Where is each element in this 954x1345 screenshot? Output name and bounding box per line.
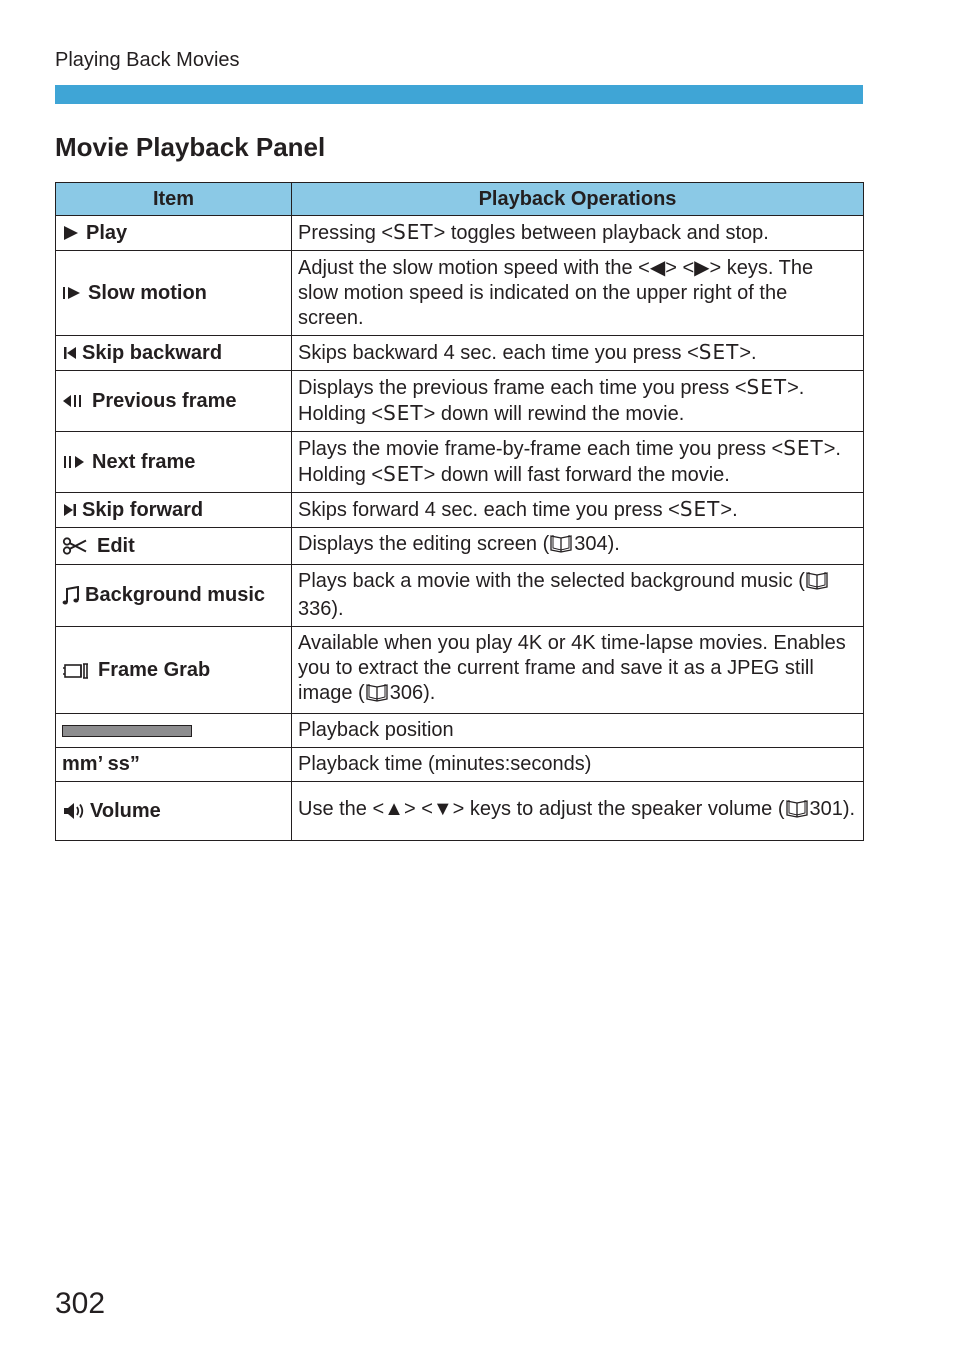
description-text: >. (720, 499, 738, 521)
description-cell (292, 216, 864, 251)
book-reference-icon (785, 798, 809, 825)
item-cell (56, 565, 292, 627)
item-label: Volume (90, 799, 161, 822)
frame-grab-icon (62, 660, 90, 680)
description-cell (292, 336, 864, 371)
description-text: Plays the movie frame-by-frame each time you press < (298, 438, 784, 460)
table-row (56, 748, 864, 782)
table-row (56, 493, 864, 528)
set-button-label: SET (383, 462, 424, 486)
description-text: Pressing < (298, 222, 394, 244)
item-cell (56, 371, 292, 432)
set-button-label: SET (679, 497, 721, 521)
description-text: > down will fast forward the movie. (423, 464, 730, 486)
item-cell (56, 216, 292, 251)
book-reference-icon (365, 682, 389, 709)
table-row (56, 336, 864, 371)
skip-forward-icon (62, 502, 78, 518)
book-reference-icon (549, 533, 573, 560)
item-label: Edit (97, 534, 135, 557)
table-row (56, 251, 864, 336)
description-cell (292, 432, 864, 493)
description-cell (292, 627, 864, 714)
next-frame-icon (62, 454, 86, 470)
set-button-label: SET (383, 401, 424, 425)
item-cell (56, 714, 292, 748)
description-text: ). (331, 598, 344, 620)
item-label: Next frame (92, 450, 196, 473)
description-text: >. Holding < (298, 377, 805, 425)
description-text: Displays the previous frame each time you press < (298, 377, 747, 399)
item-cell (56, 782, 292, 841)
description-text: Displays the editing screen ( (298, 533, 550, 555)
set-button-label: SET (746, 375, 788, 399)
table-row (56, 371, 864, 432)
description-text: > down will rewind the movie. (423, 403, 685, 425)
speaker-icon (62, 801, 86, 821)
description-text: Skips forward 4 sec. each time you press < (298, 499, 680, 521)
page-reference: 306 (389, 682, 424, 704)
description-text: ). (607, 533, 620, 555)
item-cell (56, 432, 292, 493)
column-header-operations: Playback Operations (292, 183, 864, 216)
item-label: Skip backward (82, 341, 223, 364)
item-label: Skip forward (82, 498, 204, 521)
page-reference: 336 (298, 598, 332, 620)
item-label: Background music (85, 584, 266, 606)
running-header: Playing Back Movies (55, 49, 240, 71)
set-button-label: SET (783, 436, 824, 460)
description-cell (292, 371, 864, 432)
description-cell (292, 714, 864, 748)
description-text: >. (739, 342, 757, 364)
description-text: Available when you play 4K or 4K time-lapse movies. Enables you to extract the current frame and save it as a JPEG still image ( (298, 632, 846, 704)
column-header-item: Item (56, 183, 292, 216)
description-cell (292, 565, 864, 627)
description-text: Playback position (298, 719, 454, 741)
skip-backward-icon (62, 345, 78, 361)
slow-motion-icon (62, 285, 82, 301)
item-label: Previous frame (92, 389, 237, 412)
set-button-label: SET (698, 340, 740, 364)
description-text: > toggles between playback and stop. (433, 222, 769, 244)
description-text: Use the <▲> <▼> keys to adjust the speaker volume ( (298, 798, 785, 820)
description-text: Plays back a movie with the selected background music ( (298, 570, 805, 592)
scissors-icon (62, 537, 88, 555)
table-row (56, 216, 864, 251)
table-header-row (56, 183, 864, 216)
description-cell (292, 748, 864, 782)
page-number: 302 (55, 1287, 106, 1320)
item-cell (56, 336, 292, 371)
playback-position-bar (62, 725, 192, 737)
description-text: Skips backward 4 sec. each time you press < (298, 342, 699, 364)
description-text: ). (423, 682, 436, 704)
item-label: Play (86, 221, 128, 244)
description-text: >. Holding < (298, 438, 841, 486)
table-row (56, 432, 864, 493)
set-button-label: SET (393, 220, 434, 244)
item-cell (56, 748, 292, 782)
table-row (56, 714, 864, 748)
section-title: Movie Playback Panel (55, 132, 326, 162)
table-row (56, 627, 864, 714)
table-row (56, 782, 864, 841)
header-bar (55, 85, 863, 104)
item-cell (56, 528, 292, 565)
item-label: Slow motion (88, 281, 207, 304)
item-label: Frame Grab (98, 658, 211, 681)
item-cell (56, 493, 292, 528)
description-cell (292, 493, 864, 528)
page-reference: 304 (574, 533, 608, 555)
description-cell (292, 782, 864, 841)
description-cell (292, 528, 864, 565)
description-text: Playback time (minutes:seconds) (298, 753, 592, 775)
item-cell (56, 627, 292, 714)
music-note-icon (62, 586, 80, 606)
table-row (56, 528, 864, 565)
description-text: ). (842, 798, 856, 820)
description-text: Adjust the slow motion speed with the <◀> <▶> keys. The slow motion speed is indicated on the upper right of the screen. (298, 256, 814, 329)
movie-playback-panel-table (55, 182, 864, 841)
table-row (56, 565, 864, 627)
item-cell (56, 251, 292, 336)
play-icon (62, 225, 80, 241)
item-label: mm’ ss” (62, 753, 140, 775)
page-reference: 301 (809, 798, 843, 820)
previous-frame-icon (62, 393, 86, 409)
book-reference-icon (805, 570, 829, 597)
description-cell (292, 251, 864, 336)
